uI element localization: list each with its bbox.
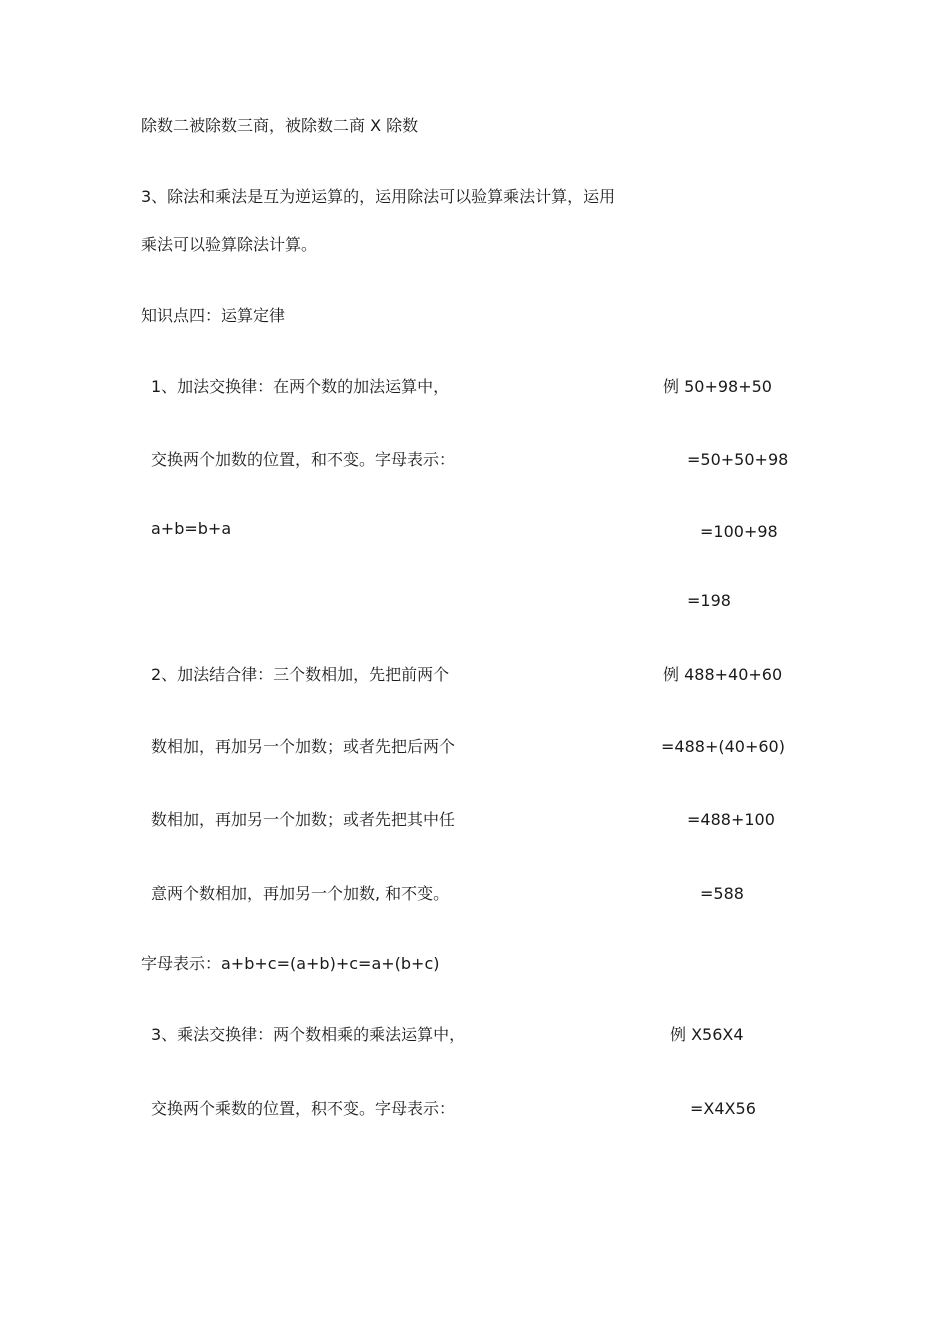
addition-commutative-text-line2: 交换两个加数的位置，和不变。字母表示： [151, 450, 456, 469]
example1-step3: =100+98 [700, 522, 778, 541]
addition-commutative-text-line1: 1、加法交换律：在两个数的加法运算中， [151, 377, 450, 396]
example1-step4: =198 [687, 591, 731, 610]
addition-associative-text-line3: 数相加，再加另一个加数；或者先把其中任 [151, 810, 456, 829]
example2-step4: =588 [700, 884, 744, 903]
division-relation-text: 除数二被除数三商，被除数二商 X 除数 [141, 116, 419, 135]
example1-step1: 例 50+98+50 [663, 377, 772, 396]
example2-step3: =488+100 [687, 810, 775, 829]
example2-step2: =488+(40+60) [661, 737, 785, 756]
addition-commutative-formula: a+b=b+a [151, 519, 232, 538]
multiplication-commutative-text-line2: 交换两个乘数的位置，积不变。字母表示： [151, 1099, 456, 1118]
example3-step2: =X4X56 [690, 1099, 756, 1118]
example3-step1: 例 X56X4 [670, 1025, 744, 1044]
example2-step1: 例 488+40+60 [663, 665, 783, 684]
addition-associative-text-line1: 2、加法结合律：三个数相加，先把前两个 [151, 665, 450, 684]
addition-associative-formula: 字母表示：a+b+c=(a+b)+c=a+(b+c) [141, 954, 440, 973]
point3-text-line1: 3、除法和乘法是互为逆运算的，运用除法可以验算乘法计算，运用 [141, 187, 616, 206]
addition-associative-text-line2: 数相加，再加另一个加数；或者先把后两个 [151, 737, 456, 756]
example1-step2: =50+50+98 [687, 450, 789, 469]
point3-text-line2: 乘法可以验算除法计算。 [141, 235, 318, 254]
addition-associative-text-line4: 意两个数相加，再加另一个加数, 和不变。 [151, 884, 450, 903]
section-title: 知识点四：运算定律 [141, 306, 286, 325]
multiplication-commutative-text-line1: 3、乘法交换律：两个数相乘的乘法运算中， [151, 1025, 466, 1044]
